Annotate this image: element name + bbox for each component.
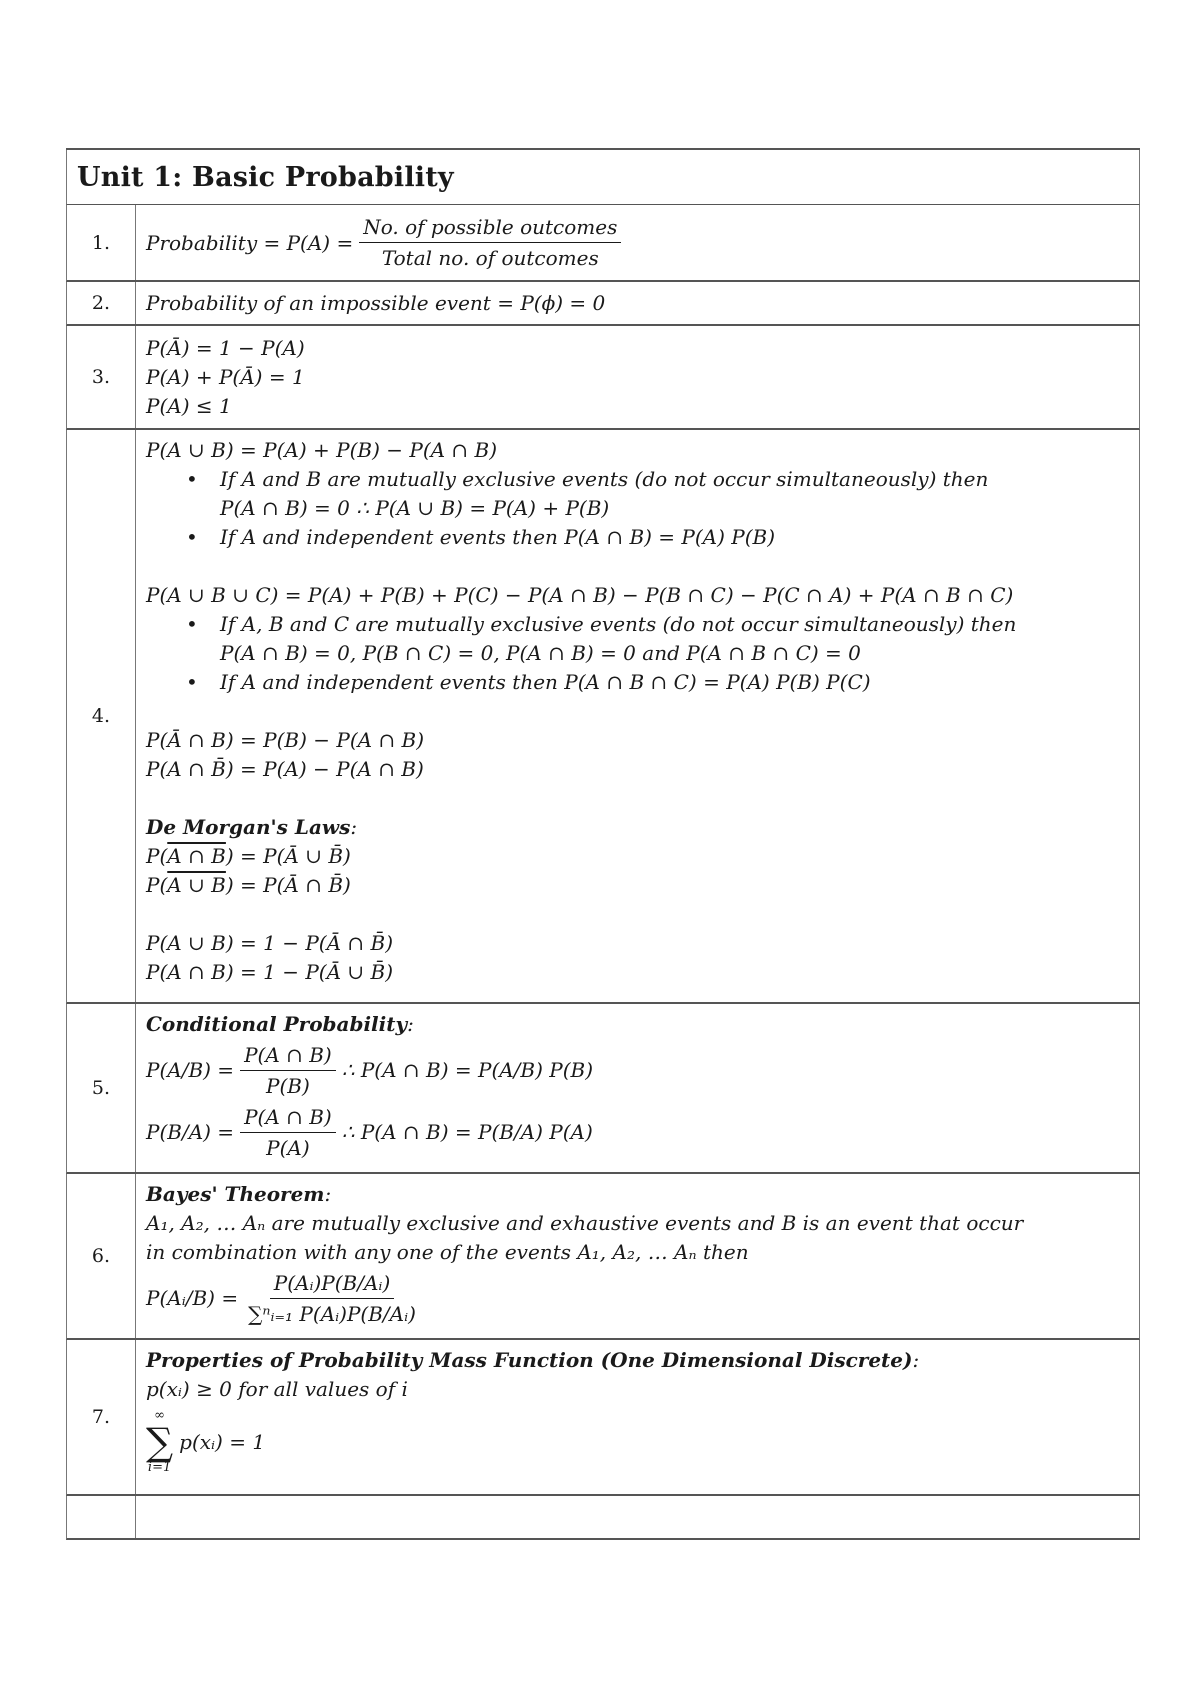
formula-part: ) = P(Ā ∪ B̄) [225,844,351,868]
formula-part: P( [146,873,168,897]
overlined-term: A ∩ B [167,844,226,868]
pmf-property-1: p(xᵢ) ≥ 0 for all values of i [146,1377,408,1401]
spacer [146,900,1129,929]
table-row [66,1174,1140,1340]
list-item-continuation: P(A ∩ B) = 0 ∴ P(A ∪ B) = P(A) + P(B) [220,496,610,520]
fraction-denominator: P(A) [266,1135,310,1160]
formula-rhs: ∴ P(A ∩ B) = P(B/A) P(A) [341,1120,593,1144]
impossible-event-formula: Probability of an impossible event = P(ϕ) = 0 [146,291,606,315]
bayes-description: in combination with any one of the events A₁, A₂, … Aₙ then [146,1240,749,1264]
list-item: • If A and B are mutually exclusive events (do not occur simultaneously) then [146,465,1129,494]
table-row [66,430,1140,1004]
page-title: Unit 1: Basic Probability [77,161,454,193]
row-number: 6. [67,1174,136,1338]
spacer [146,552,1129,581]
formula-line: P(A) + P(Ā) = 1 [146,365,305,389]
list-item: • If A, B and C are mutually exclusive events (do not occur simultaneously) then [146,610,1129,639]
formula-lhs: P(A/B) = [146,1058,235,1082]
probability-formula [146,212,627,273]
fraction [240,1102,336,1163]
row-number: 4. [67,430,136,1002]
sum-expression: p(xᵢ) = 1 [179,1430,266,1454]
conditional-formula-1 [146,1039,1129,1101]
row-number: 5. [67,1004,136,1172]
spacer [146,697,1129,726]
union-two-formula: P(A ∪ B) = P(A) + P(B) − P(A ∩ B) [146,438,498,462]
row-content [136,1340,1139,1494]
table-row [66,282,1140,326]
list-item: • If A and independent events then P(A ∩ B) = P(A) P(B) [146,523,1129,552]
formula-rhs: ∴ P(A ∩ B) = P(A/B) P(B) [341,1058,594,1082]
colon: : [407,1012,414,1036]
formula-part: ) = P(Ā ∩ B̄) [225,873,351,897]
row-number-empty [67,1496,136,1538]
conditional-heading [146,1010,1129,1039]
demorgan-law-2 [146,871,1129,900]
table-row [66,326,1140,430]
fraction [240,1040,336,1101]
formula-line: P(A ∪ B) = 1 − P(Ā ∩ B̄) [146,931,394,955]
spacer [146,784,1129,813]
row-content-empty [136,1496,1139,1538]
row-number: 1. [67,205,136,280]
fraction-numerator: No. of possible outcomes [359,212,621,243]
heading-text: Bayes' Theorem [146,1182,325,1206]
bayes-heading [146,1180,1129,1209]
heading-text: Conditional Probability [146,1012,408,1036]
table-row [66,205,1140,282]
fraction [359,212,621,273]
formula-lhs: P(Aᵢ/B) = [146,1286,239,1310]
fraction-denominator: P(B) [266,1073,310,1098]
union-three-formula: P(A ∪ B ∪ C) = P(A) + P(B) + P(C) − P(A ∩ B) − P(B ∩ C) − P(C ∩ A) + P(A ∩ B ∩ C) [146,583,1014,607]
overlined-term: A ∪ B [167,873,226,897]
empty-table-row [66,1496,1140,1540]
colon: : [912,1348,920,1372]
bayes-description: A₁, A₂, … Aₙ are mutually exclusive and exhaustive events and B is an event that occur [146,1211,1024,1235]
formula-line: P(Ā ∩ B) = P(B) − P(A ∩ B) [146,728,425,752]
formula-line: P(A) ≤ 1 [146,394,232,418]
pmf-property-2 [146,1404,1129,1480]
row-content [136,430,1139,1002]
formula-lhs: P(B/A) = [146,1120,235,1144]
row-number: 2. [67,282,136,324]
bayes-formula [146,1267,1129,1329]
list-item: • If A and independent events then P(A ∩ B ∩ C) = P(A) P(B) P(C) [146,668,1129,697]
row-content [136,326,1139,428]
fraction-denominator: ∑ⁿᵢ₌₁ P(Aᵢ)P(B/Aᵢ) [248,1301,416,1326]
fraction-numerator: P(A ∩ B) [240,1040,336,1071]
fraction [244,1268,420,1329]
colon: : [350,815,358,839]
pmf-heading [146,1346,1129,1375]
heading-text: Properties of Probability Mass Function (One Dimensional Discrete) [146,1348,913,1372]
colon: : [324,1182,332,1206]
table-row [66,1340,1140,1496]
formula-lhs: Probability = P(A) = [146,230,354,255]
row-content [136,1004,1139,1172]
row-number: 3. [67,326,136,428]
row-content [136,1174,1139,1338]
formula-part: P( [146,844,168,868]
row-content [136,282,1139,324]
sigma-icon: ∑ [146,1420,174,1464]
row-content [136,205,1139,280]
title-row [66,150,1140,205]
fraction-denominator: Total no. of outcomes [381,246,599,270]
formula-line: P(A ∩ B̄) = P(A) − P(A ∩ B) [146,757,424,781]
summation [146,1409,173,1475]
demorgan-heading [146,813,1129,842]
sum-lower-limit: i=1 [147,1460,172,1475]
fraction-numerator: P(Aᵢ)P(B/Aᵢ) [270,1268,395,1299]
formula-table [66,148,1140,1540]
formula-line: P(Ā) = 1 − P(A) [146,336,305,360]
sum-upper-limit: ∞ [154,1408,165,1423]
fraction-numerator: P(A ∩ B) [240,1102,336,1133]
demorgan-law-1 [146,842,1129,871]
demorgan-title: De Morgan's Laws [146,815,351,839]
formula-line: P(A ∩ B) = 1 − P(Ā ∪ B̄) [146,960,394,984]
table-row [66,1004,1140,1174]
row-number: 7. [67,1340,136,1494]
list-item-continuation: P(A ∩ B) = 0, P(B ∩ C) = 0, P(A ∩ B) = 0 and P(A ∩ B ∩ C) = 0 [220,641,861,665]
conditional-formula-2 [146,1101,1129,1163]
